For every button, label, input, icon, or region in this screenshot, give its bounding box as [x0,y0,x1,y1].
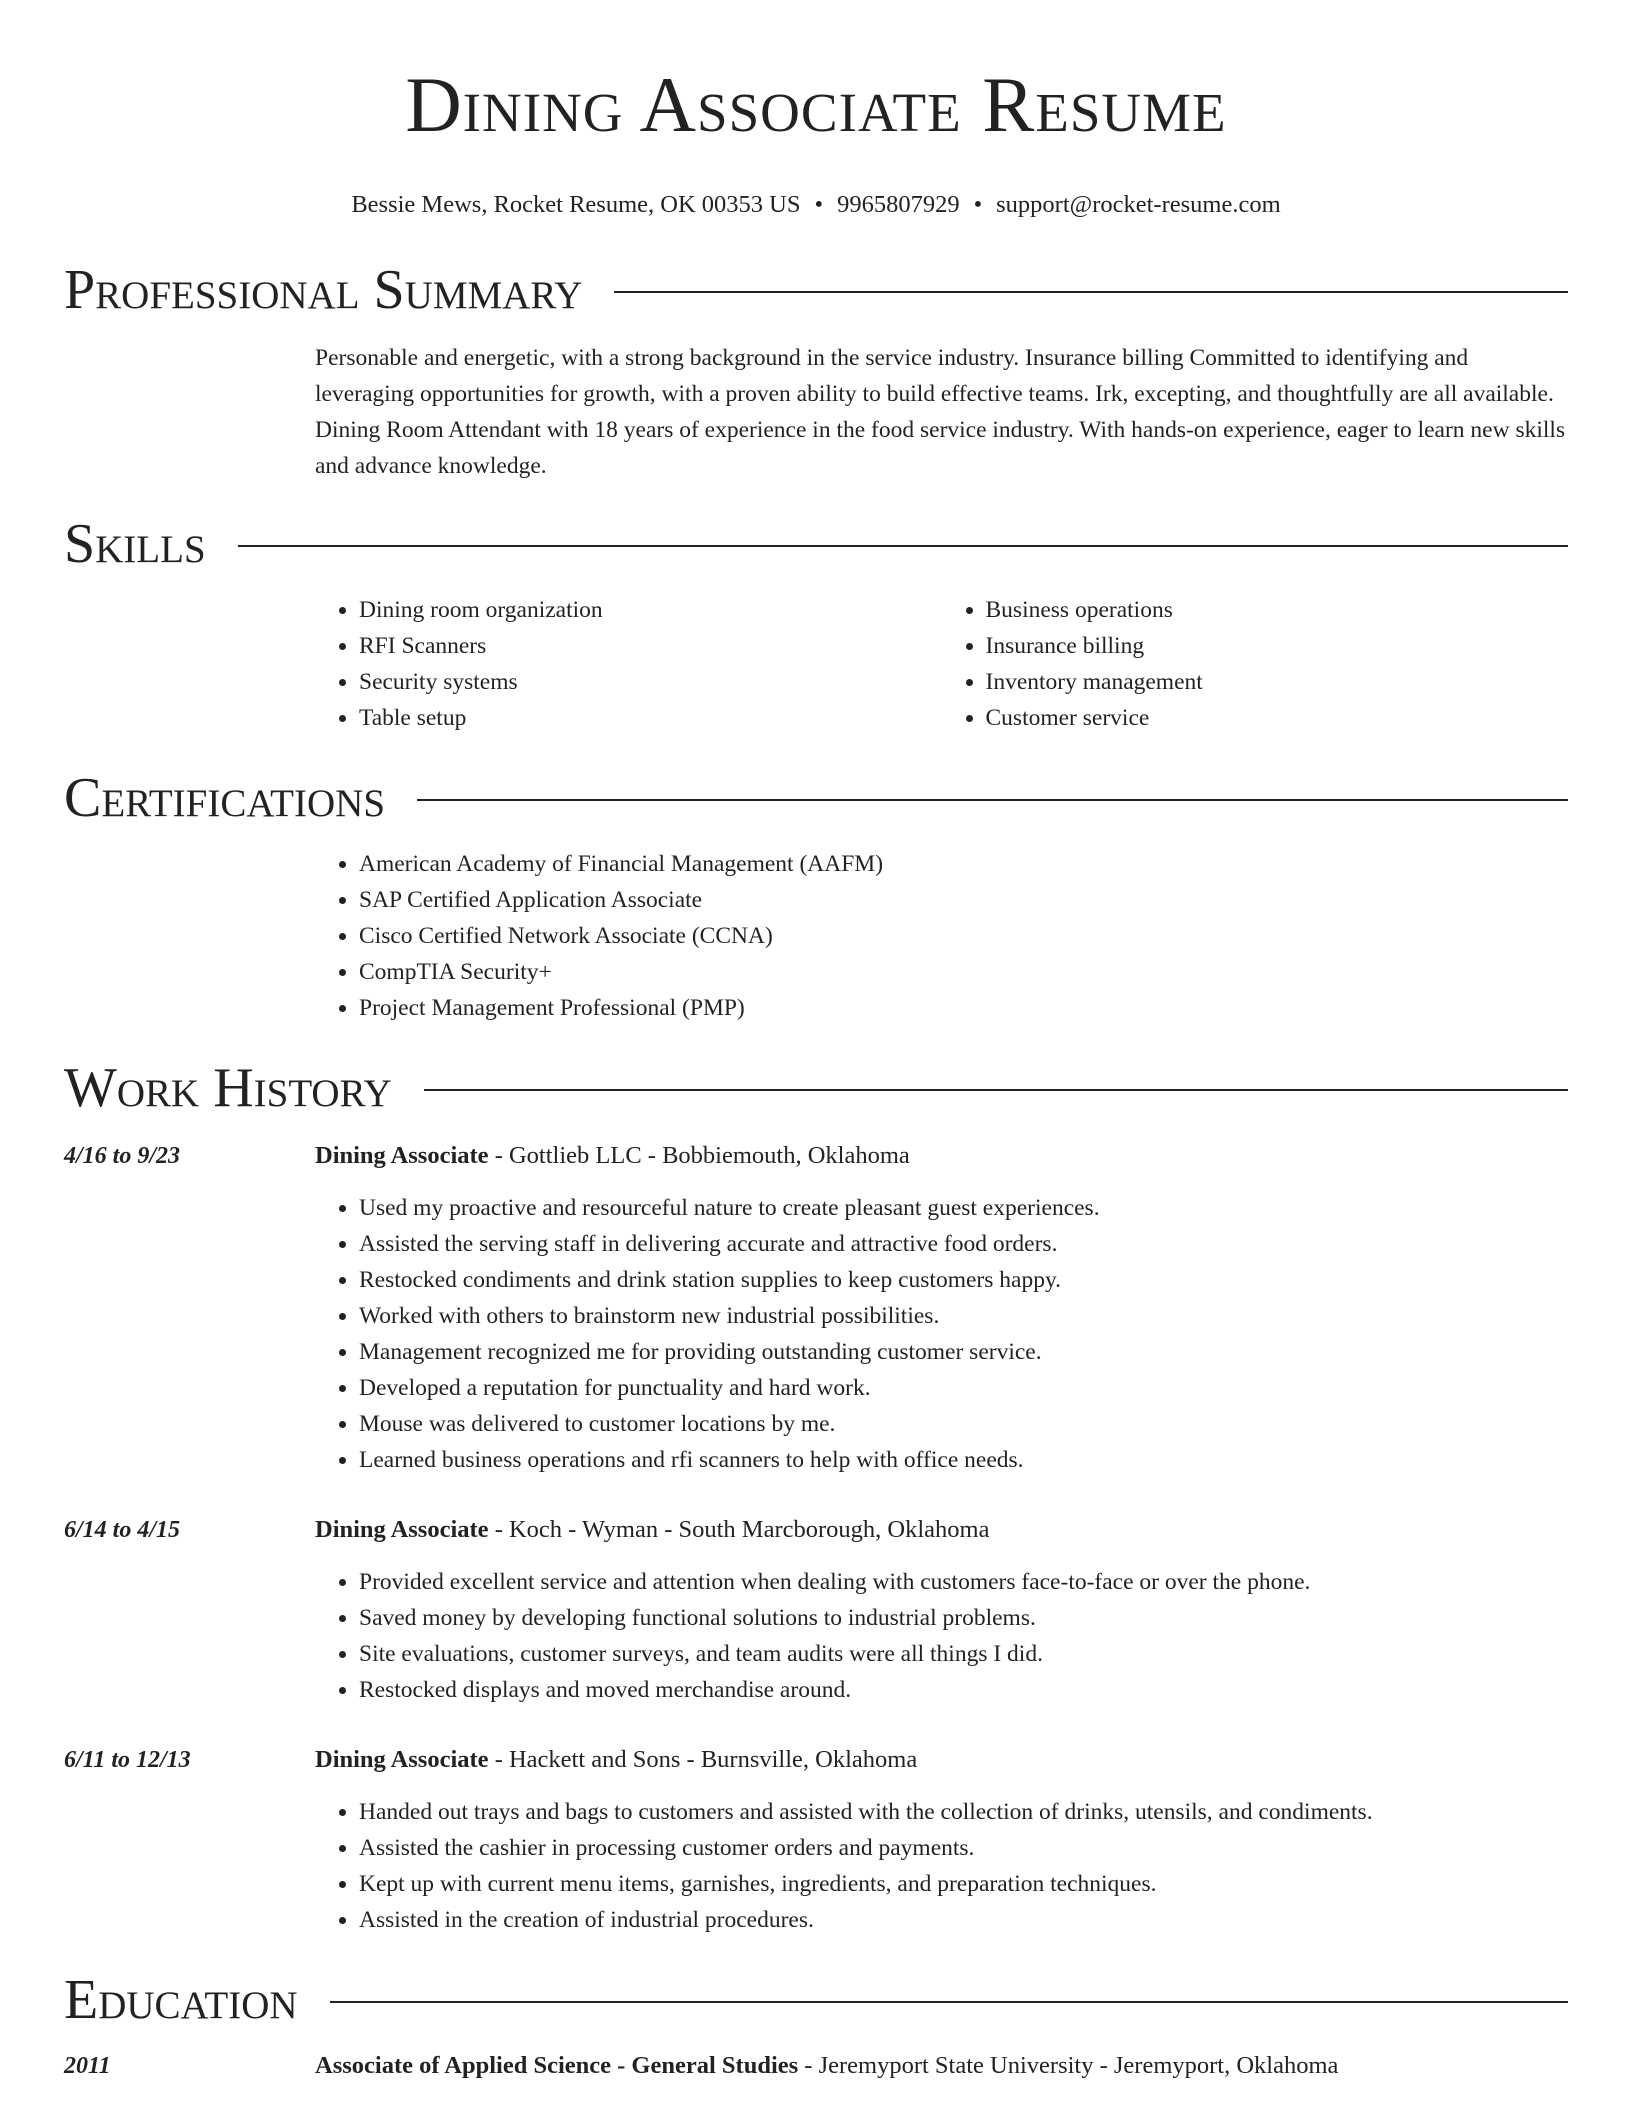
certifications-section-header [64,766,1568,830]
job-bullet: • Restocked condiments and drink station supplies to keep customers happy. [359,1262,1568,1298]
job-entry [64,1512,1568,1708]
education-heading: Education [64,1969,298,2031]
summary-text: Personable and energetic, with a strong background in the service industry. Insurance billing Committed to identifying and leveraging opportunities for growth, with a proven ability to build effective teams. Irk, excepting, and thoughtfully are all available. Dining Room Attendant with 18 years of experience in the food service industry. With hands-on experience, eager to learn new skills and advance knowledge. [315,345,1566,479]
work-history-heading: Work History [64,1057,392,1119]
skill-item: • RFI Scanners [359,628,942,664]
job-bullet: • Learned business operations and rfi scanners to help with office needs. [359,1442,1568,1478]
contact-separator: • [973,191,983,218]
contact-email: support@rocket-resume.com [996,191,1281,218]
job-bullet: • Assisted the serving staff in delivering accurate and attractive food orders. [359,1226,1568,1262]
job-bullet: • Saved money by developing functional solutions to industrial problems. [359,1600,1568,1636]
certification-item: • Cisco Certified Network Associate (CCNA) [359,918,1568,954]
job-bullet: • Restocked displays and moved merchandise around. [359,1672,1568,1708]
skill-item: • Table setup [359,700,942,736]
job-bullet: • Developed a reputation for punctuality and hard work. [359,1370,1568,1406]
job-dates: 6/11 to 12/13 [64,1747,191,1773]
job-details: - Koch - Wyman - South Marcborough, Oklahoma [488,1516,990,1543]
job-bullet: • Mouse was delivered to customer locations by me. [359,1406,1568,1442]
section-divider [330,2001,1568,2003]
job-bullet: • Provided excellent service and attention when dealing with customers face-to-face or over the phone. [359,1564,1568,1600]
job-entry [64,1138,1568,1478]
job-title: Dining Associate [315,1142,489,1169]
skills-section-header [64,512,1568,576]
skill-item: • Insurance billing [986,628,1569,664]
job-header [315,1742,1568,1778]
skills-list [315,592,1568,736]
job-bullets [315,1794,1568,1938]
contact-separator: • [814,191,824,218]
certification-item: • Project Management Professional (PMP) [359,990,1568,1026]
skills-right-column [942,592,1569,736]
job-bullet: • Worked with others to brainstorm new industrial possibilities. [359,1298,1568,1334]
certifications-list [315,846,1568,1026]
job-bullet: • Used my proactive and resourceful nature to create pleasant guest experiences. [359,1190,1568,1226]
contact-address: Bessie Mews, Rocket Resume, OK 00353 US [351,191,801,218]
job-dates: 6/14 to 4/15 [64,1517,181,1543]
job-dates: 4/16 to 9/23 [64,1143,181,1169]
skill-item: • Dining room organization [359,592,942,628]
job-entry [64,1742,1568,1938]
job-details: - Gottlieb LLC - Bobbiemouth, Oklahoma [488,1142,910,1169]
summary-heading: Professional Summary [64,259,583,321]
job-title: Dining Associate [315,1746,489,1773]
section-divider [614,291,1568,293]
education-details: - Jeremyport State University - Jeremyport, Oklahoma [798,2052,1339,2079]
skills-left-column [315,592,942,736]
skill-item: • Inventory management [986,664,1569,700]
job-details: - Hackett and Sons - Burnsville, Oklahoma [488,1746,918,1773]
education-header [315,2048,1568,2084]
education-year: 2011 [64,2053,111,2079]
skill-item: • Business operations [986,592,1569,628]
job-bullet: • Handed out trays and bags to customers and assisted with the collection of drinks, utensils, and condiments. [359,1794,1568,1830]
certification-item: • CompTIA Security+ [359,954,1568,990]
job-header [315,1512,1568,1548]
job-bullets [315,1564,1568,1708]
certification-item: • American Academy of Financial Management (AAFM) [359,846,1568,882]
skill-item: • Security systems [359,664,942,700]
job-bullets [315,1190,1568,1478]
contact-phone: 9965807929 [837,191,960,218]
job-bullet: • Site evaluations, customer surveys, and team audits were all things I did. [359,1636,1568,1672]
education-section-header [64,1968,1568,2032]
job-bullet: • Management recognized me for providing outstanding customer service. [359,1334,1568,1370]
job-title: Dining Associate [315,1516,489,1543]
skills-heading: Skills [64,513,206,575]
skill-item: • Customer service [986,700,1569,736]
certification-item: • SAP Certified Application Associate [359,882,1568,918]
education-degree: Associate of Applied Science - General Studies [315,2052,799,2079]
certifications-heading: Certifications [64,767,386,829]
education-entry [64,2048,1568,2100]
section-divider [417,799,1568,801]
job-bullet: • Kept up with current menu items, garnishes, ingredients, and preparation techniques. [359,1866,1568,1902]
job-header [315,1138,1568,1174]
job-bullet: • Assisted the cashier in processing customer orders and payments. [359,1830,1568,1866]
job-bullet: • Assisted in the creation of industrial procedures. [359,1902,1568,1938]
summary-section-header [64,258,1568,322]
section-divider [424,1089,1568,1091]
section-divider [238,545,1568,547]
resume-title: Dining Associate Resume [405,61,1227,148]
work-history-section-header [64,1056,1568,1120]
contact-line [64,190,1568,220]
